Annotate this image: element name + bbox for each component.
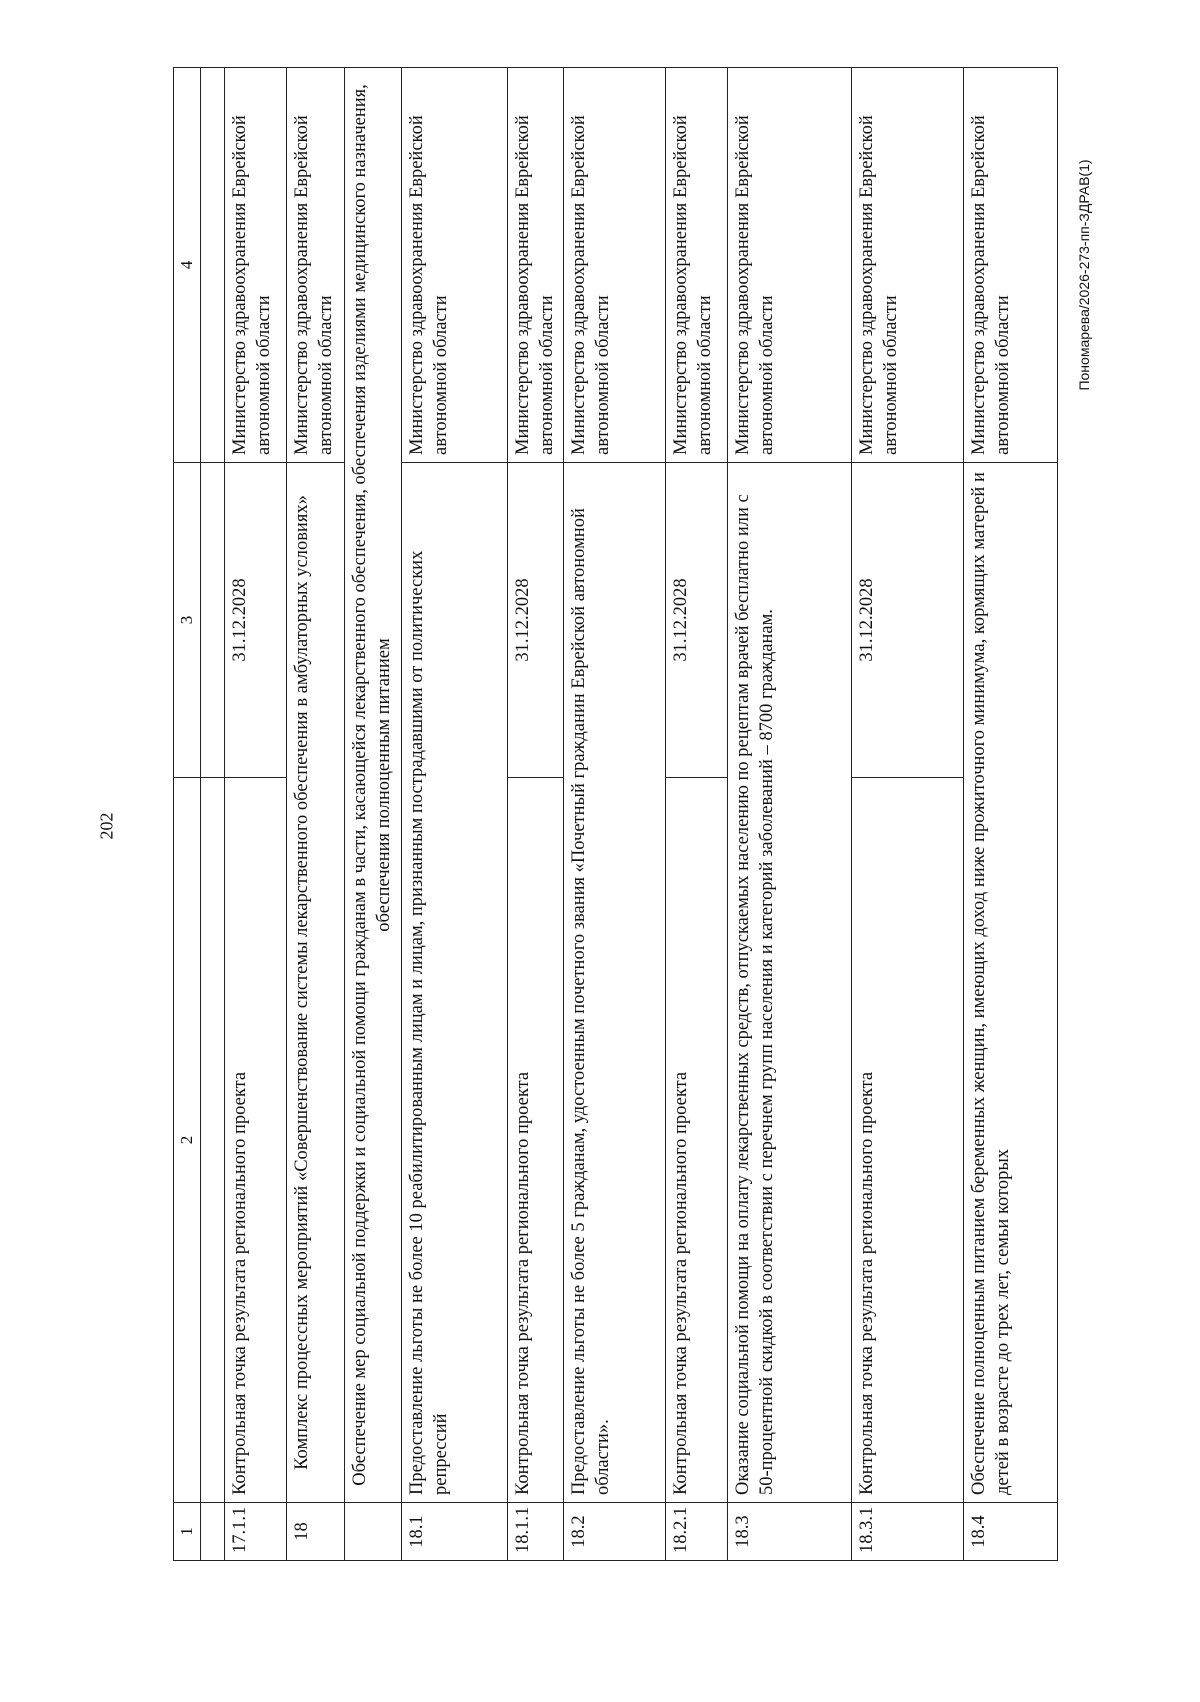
row-description: Обеспечение полноценным питанием беременных женщин, имеющих доход ниже прожиточного минимума, кормящих матерей и детей в возрасте до трех лет, семьи которых bbox=[964, 463, 1058, 1503]
row-number: 18.4 bbox=[964, 1503, 1058, 1561]
row-executor: Министерство здравоохранения Еврейской автономной области bbox=[508, 68, 564, 463]
table-row bbox=[225, 68, 287, 1561]
table-row bbox=[287, 68, 345, 1561]
row-executor: Министерство здравоохранения Еврейской автономной области bbox=[287, 68, 345, 463]
row-description: Комплекс процессных мероприятий «Совершенствование системы лекарственного обеспечения в амбулаторных условиях» bbox=[287, 463, 345, 1503]
spacer-cell bbox=[201, 463, 225, 778]
row-number: 18.1.1 bbox=[508, 1503, 564, 1561]
row-executor: Министерство здравоохранения Еврейской автономной области bbox=[852, 68, 964, 463]
header-col-2: 2 bbox=[174, 778, 201, 1503]
row-number: 18.2.1 bbox=[666, 1503, 728, 1561]
table-row bbox=[402, 68, 508, 1561]
row-date: 31.12.2028 bbox=[508, 463, 564, 778]
row-description: Контрольная точка результата регионального проекта bbox=[666, 778, 728, 1503]
table-row bbox=[508, 68, 564, 1561]
table-row bbox=[666, 68, 728, 1561]
page-number: 202 bbox=[96, 812, 117, 840]
row-number: 17.1.1 bbox=[225, 1503, 287, 1561]
row-number: 18.2 bbox=[564, 1503, 666, 1561]
row-number bbox=[345, 1503, 402, 1561]
header-col-1: 1 bbox=[174, 1503, 201, 1561]
row-description: Контрольная точка результата регионального проекта bbox=[225, 778, 287, 1503]
row-executor: Министерство здравоохранения Еврейской автономной области bbox=[225, 68, 287, 463]
row-description: Контрольная точка результата регионального проекта bbox=[852, 778, 964, 1503]
document-table-rotated bbox=[173, 68, 1053, 1561]
table-row bbox=[852, 68, 964, 1561]
spacer-cell bbox=[201, 1503, 225, 1561]
table-header-row bbox=[174, 68, 201, 1561]
row-executor: Министерство здравоохранения Еврейской автономной области bbox=[564, 68, 666, 463]
row-executor: Министерство здравоохранения Еврейской автономной области bbox=[964, 68, 1058, 463]
document-footer-code: Пономарева/2026-273-пп-ЗДРАВ(1) bbox=[1076, 159, 1092, 391]
table-row-section-heading bbox=[345, 68, 402, 1561]
header-col-4: 4 bbox=[174, 68, 201, 463]
row-description: Предоставление льготы не более 5 гражданам, удостоенным почетного звания «Почетный гражданин Еврейской автономной области». bbox=[564, 463, 666, 1503]
row-number: 18.3 bbox=[728, 1503, 852, 1561]
row-number: 18.3.1 bbox=[852, 1503, 964, 1561]
row-number: 18.1 bbox=[402, 1503, 508, 1561]
row-executor: Министерство здравоохранения Еврейской автономной области bbox=[666, 68, 728, 463]
spacer-cell bbox=[201, 68, 225, 463]
spacer-cell bbox=[201, 778, 225, 1503]
section-heading: Обеспечение мер социальной поддержки и социальной помощи гражданам в части, касающейся лекарственного обеспечения, обеспечения изделиями медицинского назначения, обеспечения полноценным питанием bbox=[345, 68, 402, 1503]
row-description: Контрольная точка результата регионального проекта bbox=[508, 778, 564, 1503]
row-date: 31.12.2028 bbox=[852, 463, 964, 778]
row-date: 31.12.2028 bbox=[225, 463, 287, 778]
row-description: Предоставление льготы не более 10 реабилитированным лицам и лицам, признанным пострадавшими от политических репрессий bbox=[402, 463, 508, 1503]
row-date: 31.12.2028 bbox=[666, 463, 728, 778]
header-col-3: 3 bbox=[174, 463, 201, 778]
table-row bbox=[728, 68, 852, 1561]
table-spacer-row bbox=[201, 68, 225, 1561]
row-executor: Министерство здравоохранения Еврейской автономной области bbox=[402, 68, 508, 463]
row-description: Оказание социальной помощи на оплату лекарственных средств, отпускаемых населению по рецептам врачей бесплатно или с 50-процентной скидкой в соответствии с перечнем групп населения и категорий заболеваний – 8700 гражданам. bbox=[728, 463, 852, 1503]
row-executor: Министерство здравоохранения Еврейской автономной области bbox=[728, 68, 852, 463]
row-number: 18 bbox=[287, 1503, 345, 1561]
activities-table bbox=[173, 67, 1058, 1561]
table-row bbox=[964, 68, 1058, 1561]
table-row bbox=[564, 68, 666, 1561]
